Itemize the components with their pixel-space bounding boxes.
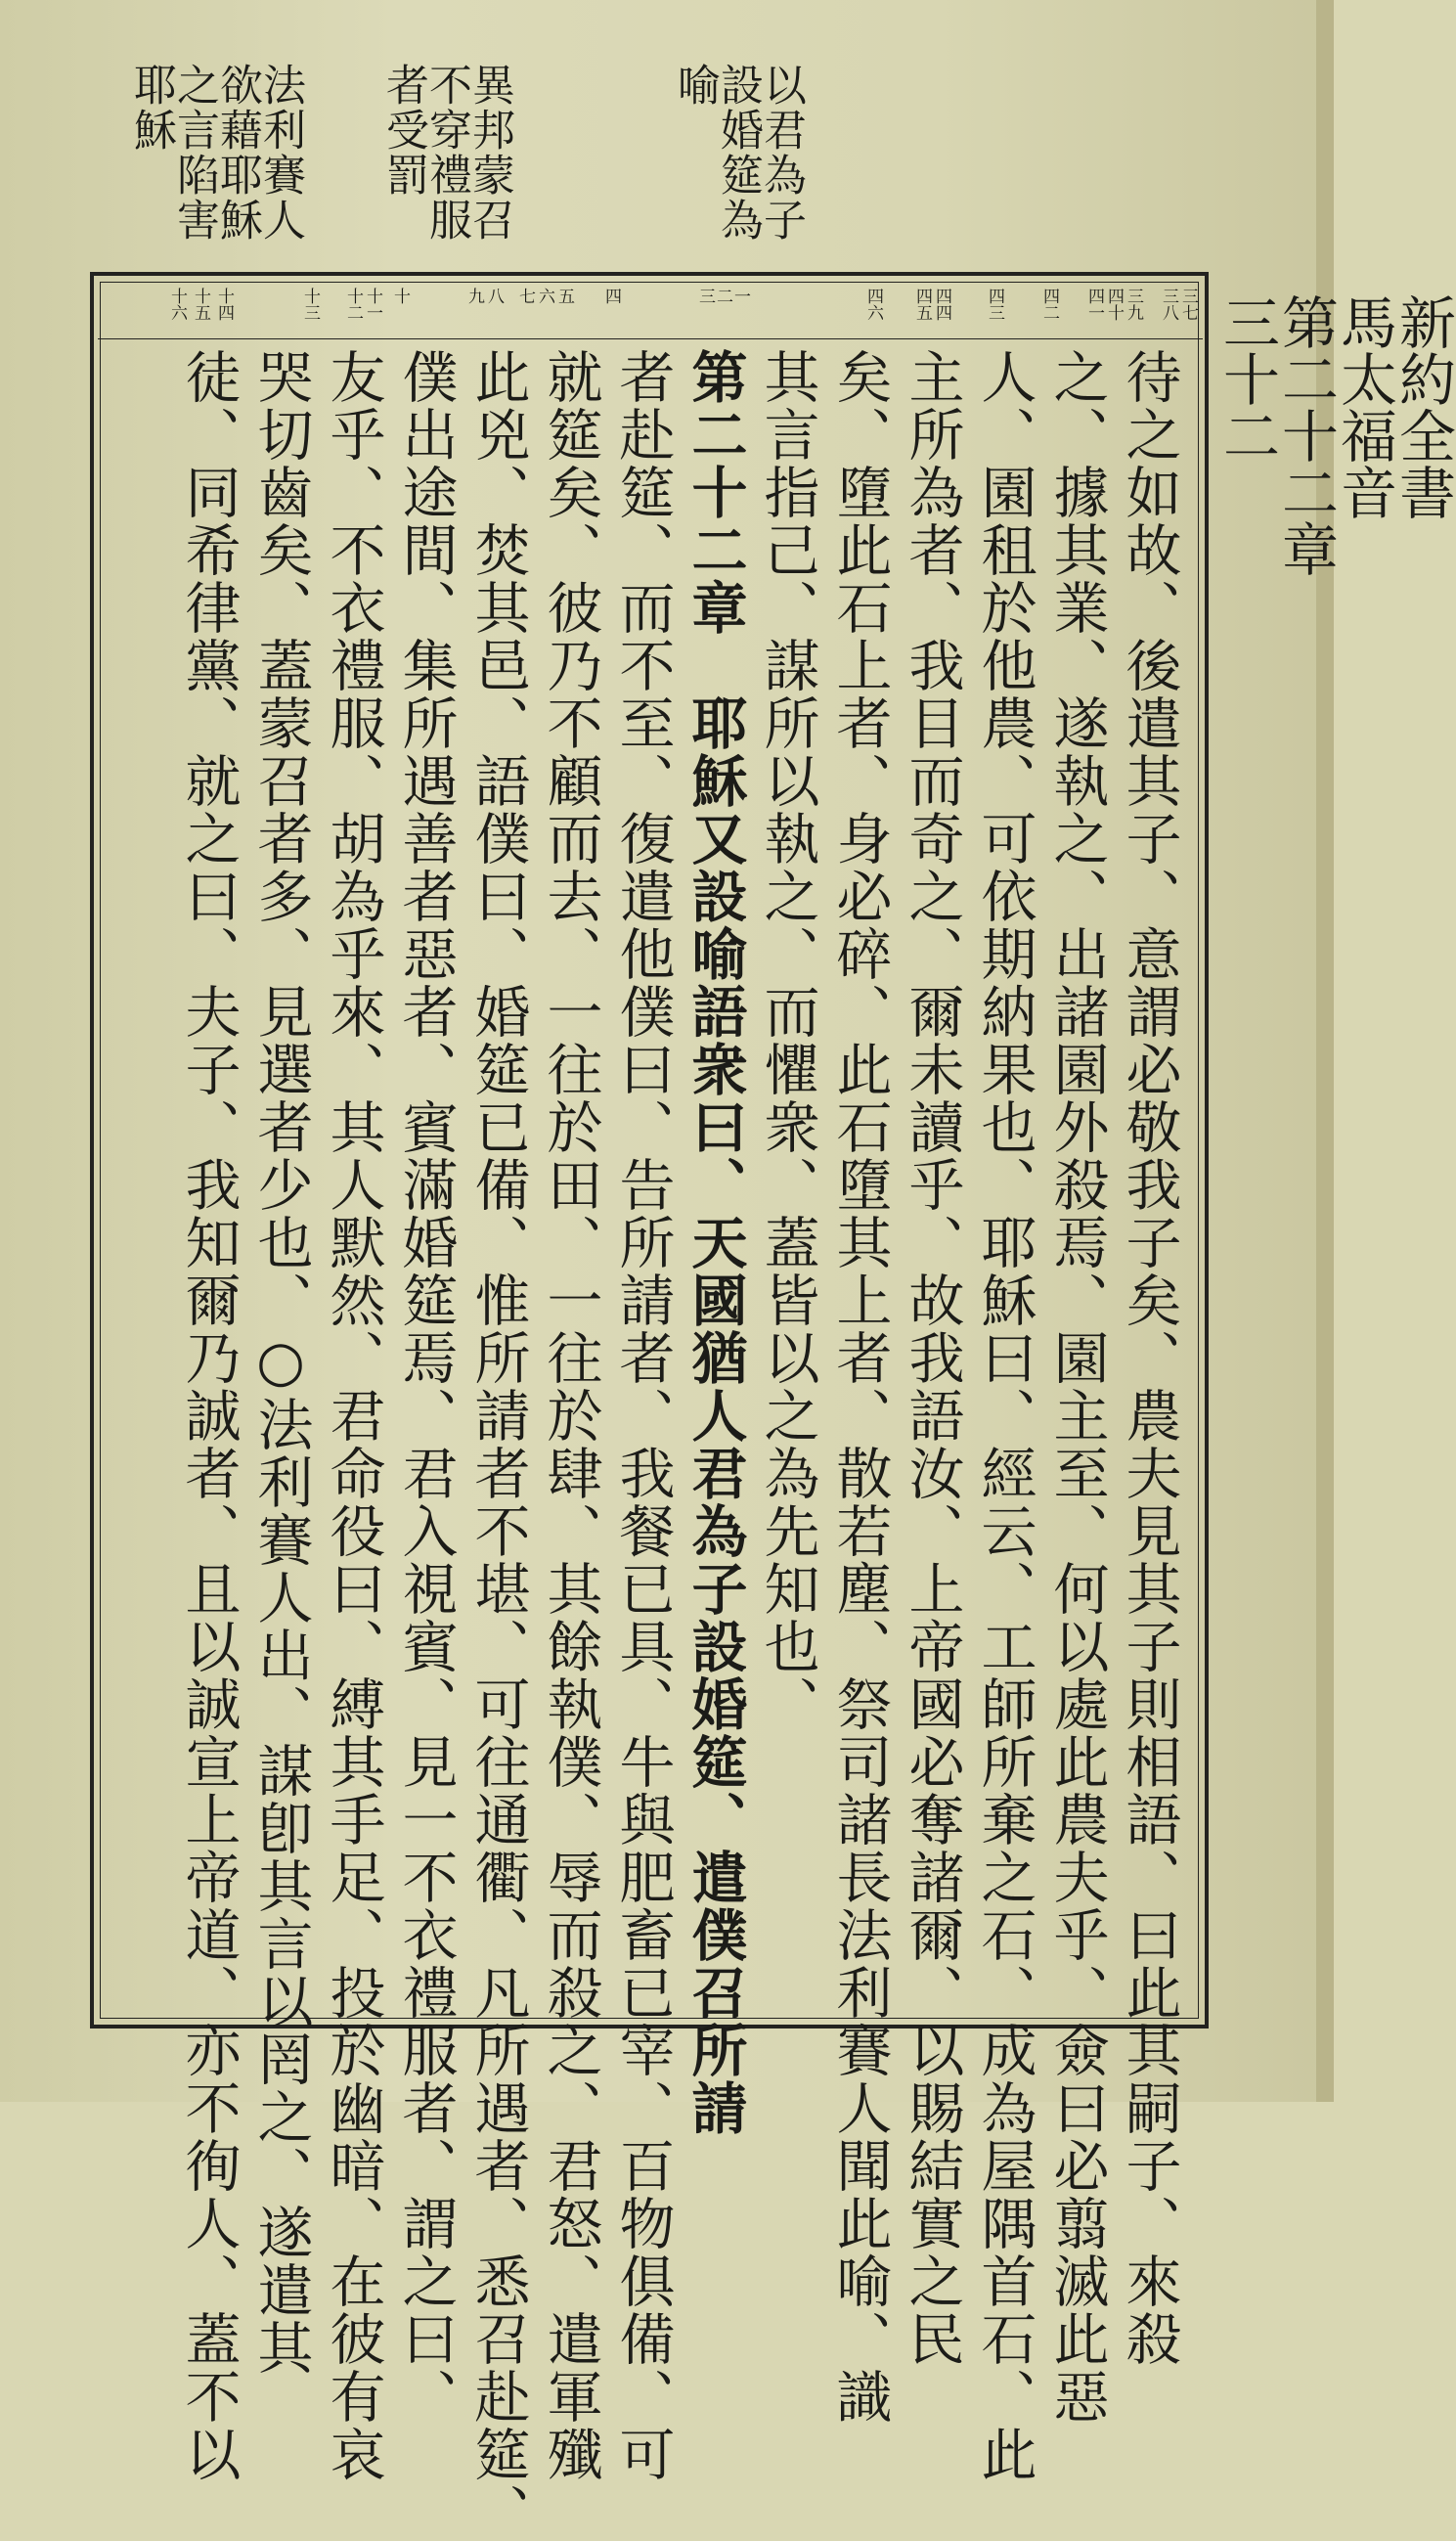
margin-note: 異邦蒙召 <box>464 63 514 243</box>
verse-number: 四一 <box>1084 288 1104 321</box>
verse-number: 十三 <box>300 288 320 321</box>
verse-number: 四 <box>601 288 621 304</box>
verse-number: 三七 <box>1178 288 1198 321</box>
margin-note: 不穿禮服 <box>421 63 471 243</box>
verse-number: 八 <box>484 288 504 304</box>
verse-number: 四六 <box>863 288 883 321</box>
verse-number-strip <box>98 284 1203 339</box>
book-title: 新約全書 <box>1390 293 1456 520</box>
margin-notes <box>98 63 1252 258</box>
margin-note: 以君為子 <box>756 63 806 243</box>
page-number: 三十二 <box>1213 293 1280 464</box>
verse-number: 二 <box>713 288 732 304</box>
running-header <box>1213 293 1456 577</box>
chapter-title: 第二十二章 <box>1272 293 1339 577</box>
verse-number: 四五 <box>912 288 932 321</box>
chapter-heading-column: 第二十二章 耶穌又設喻語衆曰、天國猶人君為子設婚筵、遣僕召所請 <box>683 348 748 2137</box>
verse-number: 十 <box>390 288 410 304</box>
verse-number: 三 <box>695 288 715 304</box>
text-column: 哭切齒矣、蓋蒙召者多、見選者少也、○法利賽人出、謀卽其言以罔之、遂遣其 <box>248 348 313 2377</box>
verse-number: 十一 <box>363 288 382 321</box>
margin-note: 之言陷害 <box>169 63 219 243</box>
text-column: 待之如故、後遣其子、意謂必敬我子矣、農夫見其子則相語、曰此其嗣子、來殺 <box>1117 348 1181 2368</box>
text-column: 友乎、不衣禮服、胡為乎來、其人默然、君命役曰、縛其手足、投於幽暗、在彼有哀 <box>321 348 385 2483</box>
verse-number: 七 <box>515 288 535 304</box>
margin-note: 喻 <box>670 63 720 108</box>
text-column: 就筵矣、彼乃不顧而去、一往於田、一往於肆、其餘執僕、辱而殺之、君怒、遣軍殲 <box>538 348 602 2483</box>
margin-note: 設婚筵為 <box>713 63 763 243</box>
text-column: 徒、同希律黨、就之曰、夫子、我知爾乃誠者、且以誠宣上帝道、亦不徇人、蓋不以 <box>176 348 241 2483</box>
verse-number: 六 <box>535 288 554 304</box>
margin-note: 耶穌 <box>126 63 176 153</box>
verse-number: 四四 <box>932 288 951 321</box>
text-column: 矣、墮此石上者、身必碎、此石墮其上者、散若塵、祭司諸長法利賽人聞此喻、識 <box>827 348 892 2426</box>
text-column: 僕出途間、集所遇善者惡者、賓滿婚筵焉、君入視賓、見一不衣禮服者、謂之曰、 <box>393 348 458 2426</box>
verse-number: 一 <box>730 288 750 304</box>
verse-number: 九 <box>464 288 484 304</box>
margin-note: 法利賽人 <box>255 63 305 243</box>
verse-number: 三九 <box>1124 288 1143 321</box>
verse-number: 四二 <box>1039 288 1059 321</box>
margin-note: 者受罰 <box>378 63 428 198</box>
verse-number: 十四 <box>214 288 234 321</box>
margin-note: 欲藉耶穌 <box>212 63 262 243</box>
gospel-title: 馬太福音 <box>1331 293 1397 520</box>
text-column: 主所為者、我目而奇之、爾未讀乎、故我語汝、上帝國必奪諸爾、以賜結實之民 <box>900 348 964 2368</box>
verse-number: 五 <box>554 288 574 304</box>
text-column: 之、據其業、遂執之、出諸園外殺焉、園主至、何以處此農夫乎、僉曰必翦滅此惡 <box>1044 348 1109 2426</box>
text-column: 者赴筵、而不至、復遣他僕曰、告所請者、我餐已具、牛與肥畜已宰、百物俱備、可 <box>610 348 675 2483</box>
verse-number: 四十 <box>1104 288 1124 321</box>
verse-number: 四三 <box>985 288 1004 321</box>
text-column: 其言指己、謀所以執之、而懼衆、蓋皆以之為先知也、 <box>755 348 819 1733</box>
verse-number: 三八 <box>1159 288 1178 321</box>
verse-number: 十二 <box>343 288 363 321</box>
text-column: 人、園租於他農、可依期納果也、耶穌曰、經云、工師所棄之石、成為屋隅首石、此 <box>972 348 1037 2483</box>
verse-number: 十五 <box>191 288 210 321</box>
text-column: 此兇、焚其邑、語僕曰、婚筵已備、惟所請者不堪、可往通衢、凡所遇者、悉召赴筵、 <box>465 348 530 2541</box>
verse-number: 十六 <box>167 288 187 321</box>
